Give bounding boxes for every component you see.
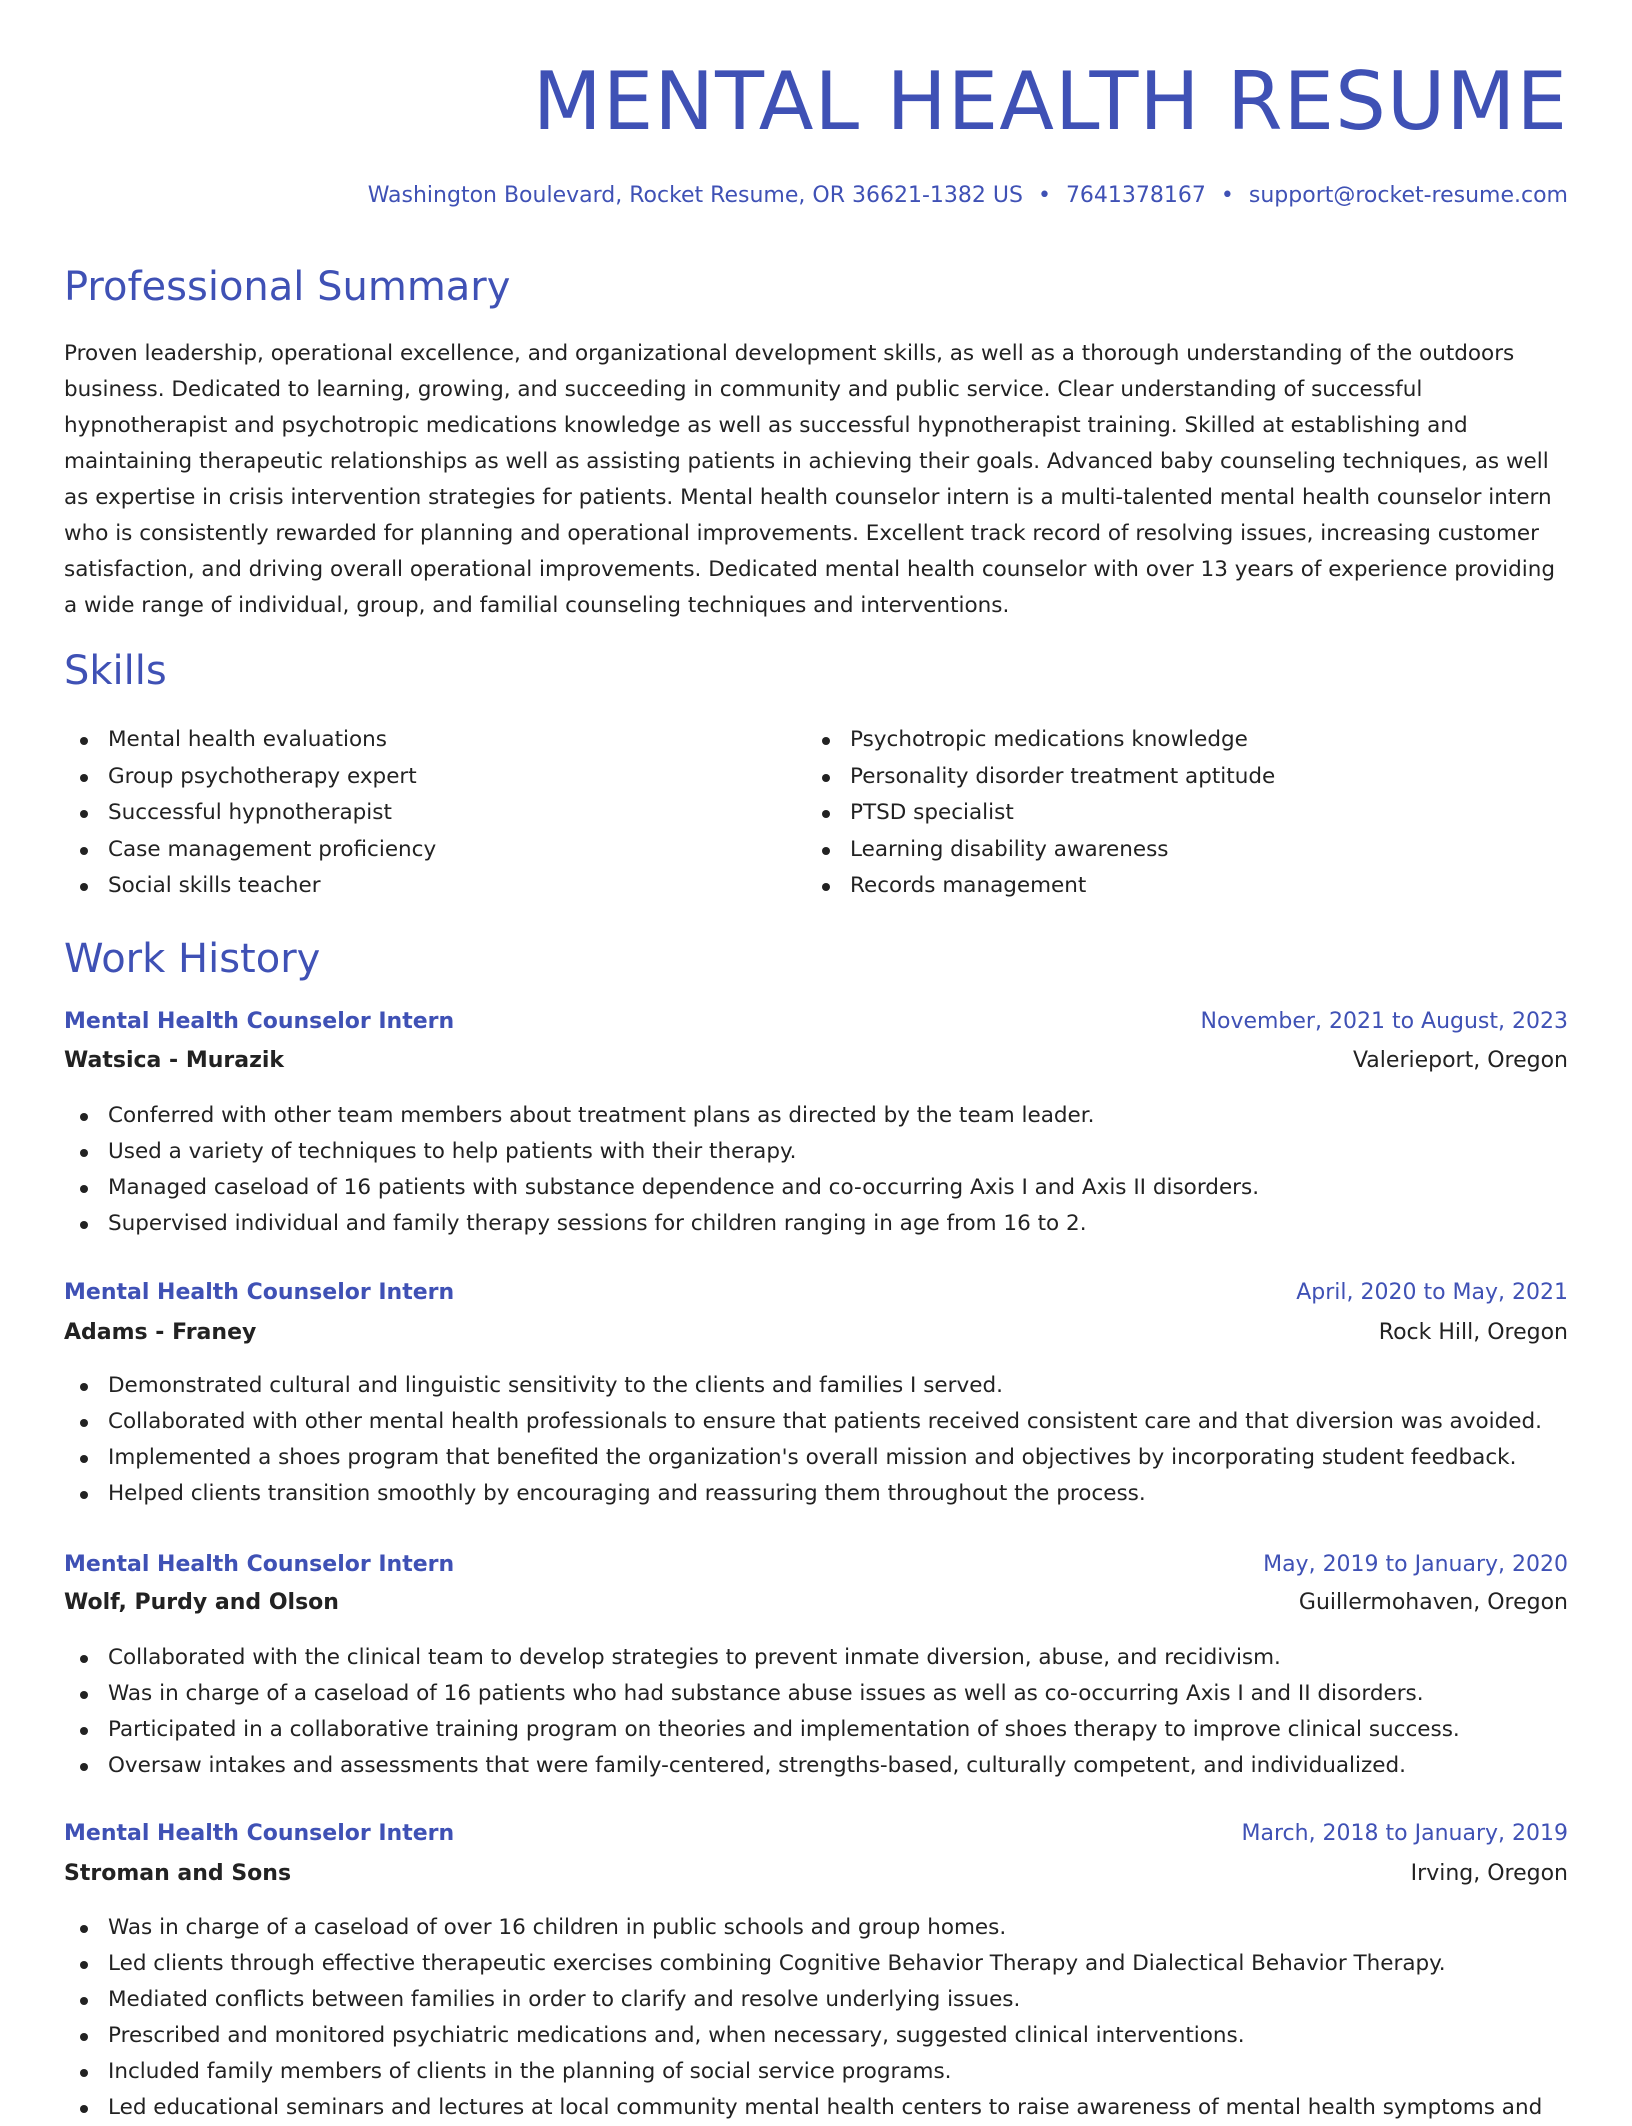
job-dates: April, 2020 to May, 2021 (1296, 1280, 1568, 1305)
resume-title: MENTAL HEALTH RESUME (532, 55, 1568, 148)
skill-item: Records management (850, 868, 1275, 905)
skill-item: Case management proficiency (108, 832, 436, 869)
job-bullet: Was in charge of a caseload of 16 patients who had substance abuse issues as well as co-occurring Axis I and II disorders. (108, 1676, 1460, 1712)
job-bullets (64, 1098, 1259, 1242)
job-bullet: Supervised individual and family therapy sessions for children ranging in age from 16 to 2. (108, 1206, 1259, 1242)
job-location: Rock Hill, Oregon (1378, 1320, 1568, 1345)
skill-item: Group psychotherapy expert (108, 759, 436, 796)
job-dates: March, 2018 to January, 2019 (1241, 1821, 1568, 1846)
skill-item: Successful hypnotherapist (108, 795, 436, 832)
contact-separator: • (1220, 183, 1234, 208)
job-company: Watsica - Murazik (64, 1048, 285, 1073)
job-bullet: Oversaw intakes and assessments that were family-centered, strengths-based, culturally competent, and individualized. (108, 1748, 1460, 1784)
job-company: Adams - Franey (64, 1320, 257, 1345)
job-location: Irving, Oregon (1410, 1861, 1568, 1886)
contact-line (368, 180, 1568, 212)
job-location: Guillermohaven, Oregon (1298, 1590, 1568, 1615)
summary-text: Proven leadership, operational excellence, and organizational development skills, as well as a thorough understanding of the outdoors business. Dedicated to learning, growing, and succeeding in community and public service. Clear understanding of successful hypnotherapist and psychotropic medications knowledge as well as successful hypnotherapist training. Skilled at establishing and maintaining therapeutic relationships as well as assisting patients in achieving their goals. Advanced baby counseling techniques, as well as expertise in crisis intervention strategies for patients. Mental health counselor intern is a multi-talented mental health counselor intern who is consistently rewarded for planning and operational improvements. Excellent track record of resolving issues, increasing customer satisfaction, and driving overall operational improvements. Dedicated mental health counselor with over 13 years of experience providing a wide range of individual, group, and familial counseling techniques and interventions. (64, 341, 1556, 618)
skill-item: Mental health evaluations (108, 722, 436, 759)
job-bullet: Managed caseload of 16 patients with substance dependence and co-occurring Axis I and Axis II disorders. (108, 1170, 1259, 1206)
job-bullet: Led clients through effective therapeutic exercises combining Cognitive Behavior Therapy and Dialectical Behavior Therapy. (108, 1946, 1542, 1982)
job-bullet: Implemented a shoes program that benefited the organization's overall mission and objectives by incorporating student feedback. (108, 1440, 1542, 1476)
job-bullets (64, 1910, 1542, 2126)
section-title-work-history: Work History (64, 936, 321, 982)
job-bullet: Included family members of clients in the planning of social service programs. (108, 2054, 1542, 2090)
job-location: Valerieport, Oregon (1352, 1048, 1568, 1073)
job-title: Mental Health Counselor Intern (64, 1009, 455, 1034)
job-bullet: Participated in a collaborative training program on theories and implementation of shoes therapy to improve clinical success. (108, 1712, 1460, 1748)
job-bullet: Mediated conflicts between families in order to clarify and resolve underlying issues. (108, 1982, 1542, 2018)
contact-phone: 7641378167 (1065, 183, 1206, 208)
skill-item: Social skills teacher (108, 868, 436, 905)
section-title-summary: Professional Summary (64, 264, 511, 310)
job-bullet: Demonstrated cultural and linguistic sensitivity to the clients and families I served. (108, 1368, 1542, 1404)
job-bullet: Used a variety of techniques to help patients with their therapy. (108, 1134, 1259, 1170)
job-title: Mental Health Counselor Intern (64, 1552, 455, 1577)
job-company: Stroman and Sons (64, 1861, 292, 1886)
job-dates: November, 2021 to August, 2023 (1200, 1009, 1568, 1034)
job-bullets (64, 1368, 1542, 1512)
skill-item: PTSD specialist (850, 795, 1275, 832)
contact-address: Washington Boulevard, Rocket Resume, OR 36621-1382 US (367, 183, 1023, 208)
job-bullet: Prescribed and monitored psychiatric medications and, when necessary, suggested clinical interventions. (108, 2018, 1542, 2054)
job-bullet: Conferred with other team members about treatment plans as directed by the team leader. (108, 1098, 1259, 1134)
job-bullet: Collaborated with the clinical team to develop strategies to prevent inmate diversion, abuse, and recidivism. (108, 1640, 1460, 1676)
section-title-skills: Skills (64, 648, 167, 694)
job-bullet: Led educational seminars and lectures at local community mental health centers to raise awareness of mental health symptoms and (108, 2090, 1542, 2126)
job-bullet: Collaborated with other mental health professionals to ensure that patients received consistent care and that diversion was avoided. (108, 1404, 1542, 1440)
job-bullets (64, 1640, 1460, 1784)
skill-item: Learning disability awareness (850, 832, 1275, 869)
job-title: Mental Health Counselor Intern (64, 1280, 455, 1305)
skills-list-right (806, 722, 1275, 905)
job-company: Wolf, Purdy and Olson (64, 1590, 339, 1615)
contact-email: support@rocket-resume.com (1248, 183, 1568, 208)
job-title: Mental Health Counselor Intern (64, 1821, 455, 1846)
job-bullet: Was in charge of a caseload of over 16 children in public schools and group homes. (108, 1910, 1542, 1946)
skill-item: Personality disorder treatment aptitude (850, 759, 1275, 796)
skills-list-left (64, 722, 436, 905)
skill-item: Psychotropic medications knowledge (850, 722, 1275, 759)
job-bullet: Helped clients transition smoothly by encouraging and reassuring them throughout the process. (108, 1476, 1542, 1512)
contact-separator: • (1037, 183, 1051, 208)
job-dates: May, 2019 to January, 2020 (1263, 1552, 1568, 1577)
